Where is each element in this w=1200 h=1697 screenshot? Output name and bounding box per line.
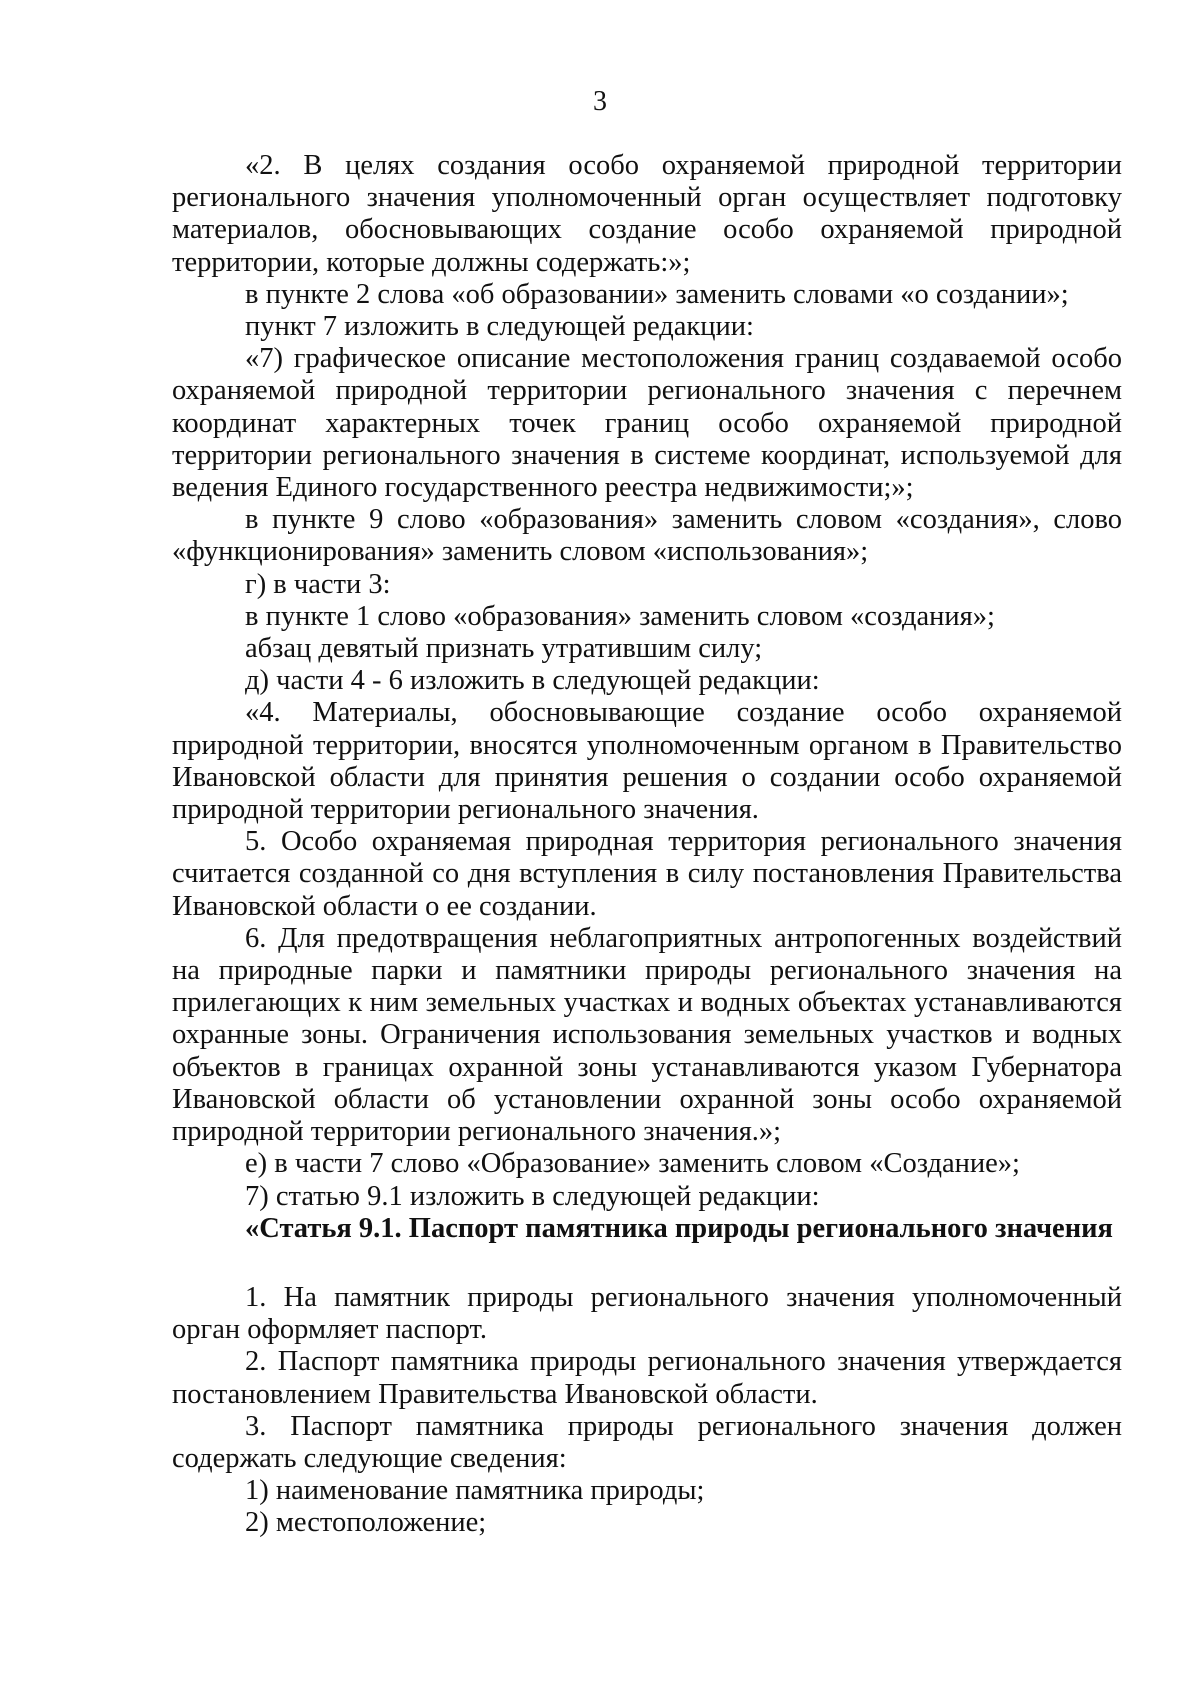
paragraph-item7-intro: пункт 7 изложить в следующей редакции: (245, 311, 754, 343)
paragraph-item2-amend: в пункте 2 слова «об образовании» заменить словами «о создании»; (245, 278, 1069, 310)
document-body (172, 150, 1122, 1540)
paragraph-part4: «4. Материалы, обосновывающие создание особо охраняемой природной территории, вносятся уполномоченным органом в Правительство Ивановской области для принятия решения о создании особо охраняемой природной территории регионального значения. (172, 697, 1122, 826)
list-item-name: 1) наименование памятника природы; (245, 1475, 705, 1507)
list-item-location: 2) местоположение; (245, 1507, 487, 1539)
paragraph-article-part1: 1. На памятник природы регионального значения уполномоченный орган оформляет паспорт. (172, 1281, 1122, 1346)
paragraph-item7-text: «7) графическое описание местоположения границ создаваемой особо охраняемой природной территории регионального значения с перечнем координат характерных точек границ особо охраняемой природной территории регионального значения в системе координат, используемой для ведения Единого государственного реестра недвижимости;»; (172, 343, 1122, 504)
paragraph-article-part2: 2. Паспорт памятника природы регионального значения утверждается постановлением Правительства Ивановской области. (172, 1346, 1122, 1410)
paragraph-part3-item1: в пункте 1 слово «образования» заменить словом «создания»; (245, 600, 995, 632)
spacer (172, 1245, 1122, 1282)
paragraph-part2-intro: «2. В целях создания особо охраняемой природной территории регионального значения уполномоченный орган осуществляет подготовку материалов, обосновывающих создание особо охраняемой природной территории, которые должны содержать:»; (172, 150, 1122, 278)
article-heading: «Статья 9.1. Паспорт памятника природы регионального значения (245, 1212, 1113, 1244)
paragraph-article-part3: 3. Паспорт памятника природы регионального значения должен содержать следующие сведения: (172, 1410, 1122, 1474)
paragraph-ninth-void: абзац девятый признать утратившим силу; (245, 633, 763, 665)
paragraph-part6: 6. Для предотвращения неблагоприятных антропогенных воздействий на природные парки и памятники природы регионального значения на прилегающих к ним земельных участках и водных объектах устанавливаются охранные зоны. Ограничения использования земельных участков и водных объектов в границах охранной зоны устанавливаются указом Губернатора Ивановской области об установлении охранной зоны особо охраняемой природной территории регионального значения.»; (172, 922, 1122, 1148)
paragraph-article91-intro: 7) статью 9.1 изложить в следующей редакции: (245, 1180, 820, 1212)
page-number: 3 (593, 86, 607, 117)
paragraph-part3-intro: г) в части 3: (245, 568, 391, 600)
paragraph-parts4-6-intro: д) части 4 - 6 изложить в следующей редакции: (245, 665, 820, 697)
paragraph-part7-amend: е) в части 7 слово «Образование» заменить словом «Создание»; (245, 1148, 1020, 1180)
paragraph-part5: 5. Особо охраняемая природная территория регионального значения считается созданной со дня вступления в силу постановления Правительства Ивановской области о ее создании. (172, 826, 1122, 922)
paragraph-item9-amend: в пункте 9 слово «образования» заменить словом «создания», слово «функционирования» заменить словом «использования»; (172, 504, 1122, 568)
